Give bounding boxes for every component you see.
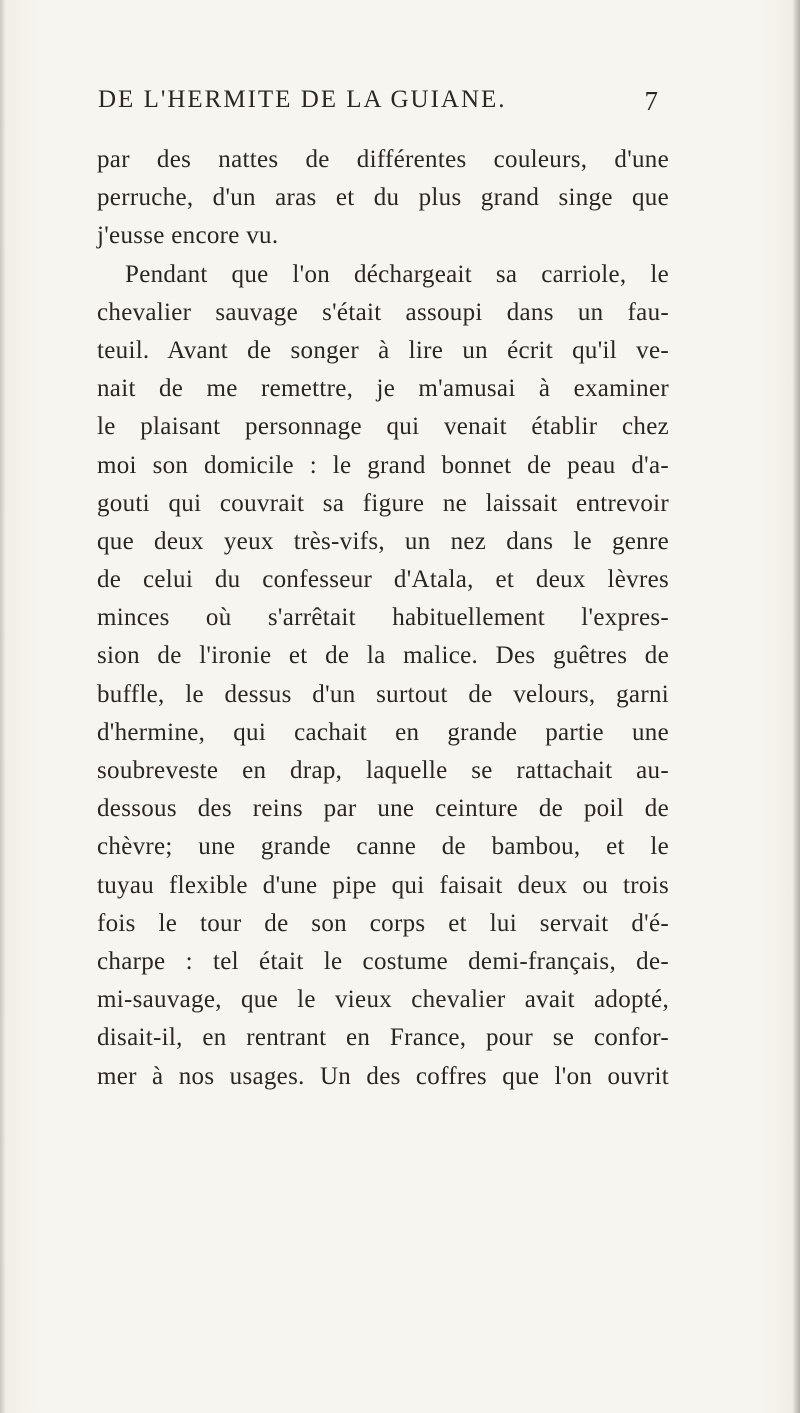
text-line: perruche, d'un aras et du plus grand singe que	[97, 184, 669, 212]
text-line: charpe : tel était le costume demi-français, de-	[97, 947, 669, 975]
text-line: mer à nos usages. Un des coffres que l'on ouvrit	[97, 1062, 669, 1090]
text-line: dessous des reins par une ceinture de poil de	[97, 795, 669, 823]
text-line: moi son domicile : le grand bonnet de peau d'a-	[97, 451, 669, 479]
page-left-shadow	[0, 0, 6, 1413]
text-line: buffle, le dessus d'un surtout de velours, garni	[97, 680, 669, 708]
running-head	[98, 86, 658, 126]
text-line: nait de me remettre, je m'amusai à examiner	[97, 375, 669, 403]
text-line: mi-sauvage, que le vieux chevalier avait adopté,	[97, 986, 669, 1014]
text-line: chèvre; une grande canne de bambou, et le	[97, 833, 669, 861]
page-binding-edge	[792, 0, 800, 1413]
text-line: tuyau flexible d'une pipe qui faisait deux ou trois	[97, 871, 669, 899]
text-line: minces où s'arrêtait habituellement l'expres-	[97, 604, 669, 632]
text-line: soubreveste en drap, laquelle se rattachait au-	[97, 757, 669, 784]
text-line: disait-il, en rentrant en France, pour se confor-	[97, 1024, 669, 1052]
text-line: teuil. Avant de songer à lire un écrit qu'il ve-	[97, 336, 669, 364]
text-line: d'hermine, qui cachait en grande partie une	[97, 718, 669, 746]
text-line: de celui du confesseur d'Atala, et deux lèvres	[97, 566, 669, 594]
text-line: fois le tour de son corps et lui servait d'é-	[97, 909, 669, 937]
running-title: DE L'HERMITE DE LA GUIANE.	[98, 86, 507, 113]
page-number: 7	[644, 86, 658, 116]
text-line: Pendant que l'on déchargeait sa carriole, le	[125, 260, 669, 288]
text-line: gouti qui couvrait sa figure ne laissait entrevoir	[97, 489, 669, 517]
text-line: le plaisant personnage qui venait établir chez	[97, 413, 669, 441]
body-text	[97, 141, 669, 1096]
text-line: sion de l'ironie et de la malice. Des guêtres de	[97, 642, 669, 670]
text-line: chevalier sauvage s'était assoupi dans un fau-	[97, 298, 669, 326]
text-line: que deux yeux très-vifs, un nez dans le genre	[97, 527, 669, 555]
text-line: par des nattes de différentes couleurs, d'une	[97, 146, 669, 173]
text-line: j'eusse encore vu.	[97, 222, 279, 250]
